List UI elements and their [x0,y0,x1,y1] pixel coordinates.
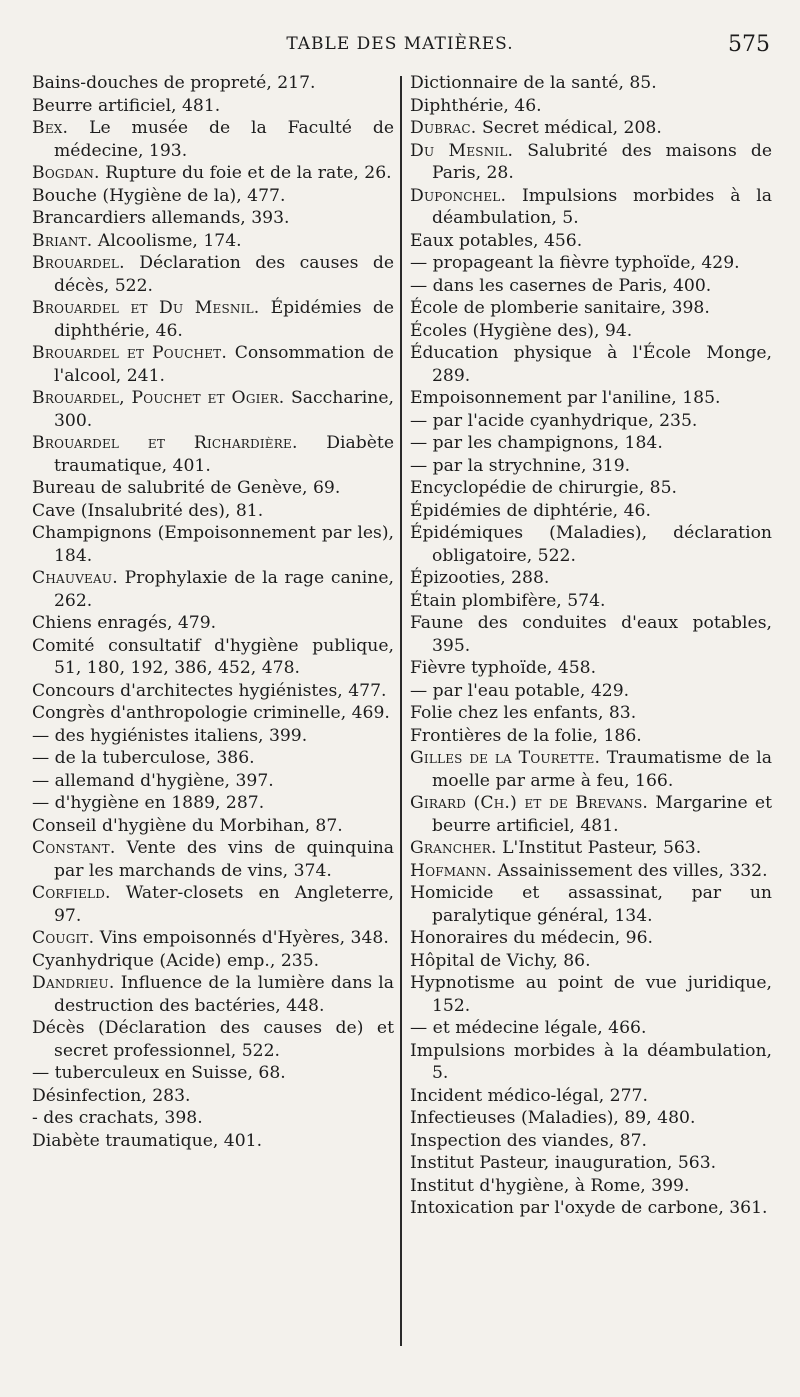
entry-author: Brouardel, Pouchet et Ogier. [32,388,285,408]
entry-text: École de plomberie sanitaire, 398. [410,298,710,318]
entry-author: Briant. [32,230,93,251]
entry-text: — des hygiénistes italiens, 399. [32,725,308,746]
entry-text: Épizooties, 288. [410,568,550,588]
index-entry [32,680,394,703]
index-entry [32,387,394,432]
index-entry [32,837,394,882]
entry-text: Dictionnaire de la santé, 85. [410,73,657,93]
entry-text: Margarine et beurre artificiel, 481. [432,793,772,836]
index-entry [410,252,772,275]
column-divider [400,76,402,1346]
entry-text: Concours d'architectes hygiénistes, 477. [32,680,387,701]
entry-text: Vins empoisonnés d'Hyères, 348. [99,928,389,948]
index-entry [32,747,394,770]
index-entry [32,477,394,500]
index-entry [32,297,394,342]
entry-author: Du Mesnil. [410,140,514,161]
entry-text: Diabète traumatique, 401. [54,433,394,476]
entry-text: Salubrité des maisons de Paris, 28. [432,140,772,183]
index-entry [410,792,772,837]
entry-author: Brouardel et Du Mesnil. [32,298,260,318]
entry-author: Hofmann. [410,860,493,881]
index-entry [410,747,772,792]
entry-text: Saccharine, 300. [54,388,394,431]
entry-text: — allemand d'hygiène, 397. [32,770,274,791]
index-entry [410,927,772,950]
index-entry [410,410,772,433]
entry-text: Vente des vins de quinquina par les marchands de vins, 374. [54,838,395,881]
entry-text: Cyanhydrique (Acide) emp., 235. [32,950,320,971]
entry-text: Bureau de salubrité de Genève, 69. [32,478,341,498]
entry-text: — par l'acide cyanhydrique, 235. [410,410,698,431]
index-entry [32,1130,394,1153]
index-column-left [32,72,394,1152]
index-entry [410,342,772,387]
entry-author: Brouardel et Richardière. [32,433,298,453]
entry-text: Diphthérie, 46. [410,95,542,116]
entry-text: Prophylaxie de la rage canine, 262. [54,568,394,611]
entry-text: Comité consultatif d'hygiène publique, 51, 180, 192, 386, 452, 478. [32,635,394,678]
entry-text: L'Institut Pasteur, 563. [502,838,702,858]
index-entry [32,725,394,748]
entry-text: — par l'eau potable, 429. [410,680,630,701]
entry-author: Chauveau. [32,568,118,588]
index-entry [410,72,772,95]
index-entry [410,702,772,725]
entry-author: Girard (Ch.) et de Brevans. [410,793,649,813]
index-entry [410,1017,772,1040]
entry-text: Bouche (Hygiène de la), 477. [32,185,286,206]
index-entry [32,432,394,477]
entry-text: - des crachats, 398. [32,1108,203,1128]
index-entry [410,95,772,118]
entry-text: — par la strychnine, 319. [410,455,631,476]
index-entry [32,185,394,208]
entry-text: — et médecine légale, 466. [410,1018,647,1038]
index-entry [410,320,772,343]
index-entry [32,612,394,635]
index-entry [410,387,772,410]
entry-text: Congrès d'anthropologie criminelle, 469. [32,703,390,723]
index-entry [32,342,394,387]
entry-text: Brancardiers allemands, 393. [32,208,290,228]
entry-text: Décès (Déclaration des causes de) et secret professionnel, 522. [32,1018,394,1061]
entry-text: — d'hygiène en 1889, 287. [32,793,265,813]
entry-author: Grancher. [410,838,497,858]
index-entry [410,1040,772,1085]
entry-text: — dans les casernes de Paris, 400. [410,275,712,296]
entry-text: Alcoolisme, 174. [97,230,242,251]
entry-text: Diabète traumatique, 401. [32,1130,263,1151]
entry-text: — de la tuberculose, 386. [32,748,255,768]
entry-text: Rupture du foie et de la rate, 26. [105,163,392,183]
entry-text: Infectieuses (Maladies), 89, 480. [410,1108,696,1128]
entry-author: Dubrac. [410,118,477,138]
entry-text: Incident médico-légal, 277. [410,1085,648,1106]
entry-text: Assainissement des villes, 332. [497,860,768,881]
entry-text: Cave (Insalubrité des), 81. [32,500,264,521]
entry-author: Cougit. [32,928,95,948]
index-entry [410,567,772,590]
entry-text: Bains-douches de propreté, 217. [32,73,316,93]
index-entry [32,972,394,1017]
index-entry [32,162,394,185]
entry-text: Désinfection, 283. [32,1085,191,1106]
index-entry [32,882,394,927]
index-entry [32,950,394,973]
entry-text: Conseil d'hygiène du Morbihan, 87. [32,815,343,836]
index-entry [32,702,394,725]
entry-text: Épidémiques (Maladies), déclaration obligatoire, 522. [410,523,772,566]
index-entry [410,1175,772,1198]
index-entry [410,455,772,478]
index-entry [410,657,772,680]
entry-text: Chiens enragés, 479. [32,613,217,633]
entry-author: Brouardel et Pouchet. [32,343,228,363]
index-entry [410,117,772,140]
entry-text: Intoxication par l'oxyde de carbone, 361. [410,1198,768,1218]
index-entry [410,1130,772,1153]
index-entry [410,432,772,455]
entry-text: Homicide et assassinat, par un paralytique général, 134. [410,883,772,926]
entry-text: Épidémies de diphthérie, 46. [54,298,394,341]
entry-text: Institut d'hygiène, à Rome, 399. [410,1175,690,1196]
entry-text: Déclaration des causes de décès, 522. [54,253,395,296]
entry-text: Inspection des viandes, 87. [410,1130,647,1151]
index-entry [32,230,394,253]
index-entry [410,522,772,567]
index-entry [410,477,772,500]
entry-text: Consommation de l'alcool, 241. [54,343,394,386]
index-entry [32,792,394,815]
index-entry [410,185,772,230]
index-entry [410,1152,772,1175]
entry-text: Champignons (Empoisonnement par les), 184. [32,523,394,566]
entry-text: Écoles (Hygiène des), 94. [410,320,633,341]
index-entry [32,815,394,838]
entry-text: Frontières de la folie, 186. [410,725,642,746]
page-number: 575 [728,32,770,57]
entry-author: Brouardel. [32,253,125,273]
entry-text: Hypnotisme au point de vue juridique, 152. [410,973,772,1016]
index-entry [32,635,394,680]
entry-text: Institut Pasteur, inauguration, 563. [410,1153,717,1173]
index-entry [410,680,772,703]
entry-text: Faune des conduites d'eaux potables, 395. [410,613,772,656]
index-entry [32,95,394,118]
index-entry [410,725,772,748]
entry-text: — propageant la fièvre typhoïde, 429. [410,253,740,273]
index-entry [32,1017,394,1062]
index-entry [410,837,772,860]
entry-text: Influence de la lumière dans la destruction des bactéries, 448. [54,973,394,1016]
entry-text: Water-closets en Angleterre, 97. [54,883,394,926]
index-entry [410,882,772,927]
index-entry [410,590,772,613]
index-entry [32,1085,394,1108]
entry-text: Étain plombifère, 574. [410,590,606,611]
index-entry [410,1085,772,1108]
index-entry [32,522,394,567]
entry-text: Beurre artificiel, 481. [32,95,221,116]
index-entry [32,770,394,793]
entry-text: Impulsions morbides à la déambulation, 5. [410,1040,772,1083]
index-entry [410,1107,772,1130]
index-entry [410,500,772,523]
entry-author: Constant. [32,838,116,858]
entry-author: Corfield. [32,883,111,903]
entry-text: Eaux potables, 456. [410,230,583,251]
index-entry [410,612,772,657]
entry-text: Encyclopédie de chirurgie, 85. [410,478,677,498]
index-entry [32,567,394,612]
index-entry [410,297,772,320]
page-title: TABLE DES MATIÈRES. [286,34,514,54]
entry-text: — tuberculeux en Suisse, 68. [32,1063,286,1083]
entry-text: — par les champignons, 184. [410,433,663,453]
index-entry [32,1062,394,1085]
entry-text: Impulsions morbides à la déambulation, 5. [432,185,772,228]
entry-text: Fièvre typhoïde, 458. [410,658,597,678]
index-entry [32,500,394,523]
index-entry [32,252,394,297]
entry-author: Duponchel. [410,185,507,206]
entry-author: Bogdan. [32,163,100,183]
entry-text: Éducation physique à l'École Monge, 289. [410,343,772,386]
index-entry [410,972,772,1017]
entry-author: Bex. [32,118,69,138]
entry-text: Folie chez les enfants, 83. [410,703,637,723]
entry-text: Hôpital de Vichy, 86. [410,950,591,971]
index-entry [32,207,394,230]
index-entry [32,117,394,162]
index-entry [32,1107,394,1130]
entry-text: Épidémies de diphtérie, 46. [410,500,651,521]
entry-author: Gilles de la Tourette. [410,748,601,768]
index-entry [410,230,772,253]
entry-text: Secret médical, 208. [481,118,662,138]
index-column-right [410,72,772,1220]
entry-author: Dandrieu. [32,973,115,993]
index-entry [32,927,394,950]
entry-text: Empoisonnement par l'aniline, 185. [410,388,721,408]
index-entry [410,140,772,185]
entry-text: Traumatisme de la moelle par arme à feu, 166. [432,748,772,791]
index-entry [410,860,772,883]
index-entry [410,275,772,298]
entry-text: Le musée de la Faculté de médecine, 193. [54,118,394,161]
entry-text: Honoraires du médecin, 96. [410,928,654,948]
index-entry [32,72,394,95]
index-entry [410,1197,772,1220]
page-header [0,32,800,62]
index-entry [410,950,772,973]
